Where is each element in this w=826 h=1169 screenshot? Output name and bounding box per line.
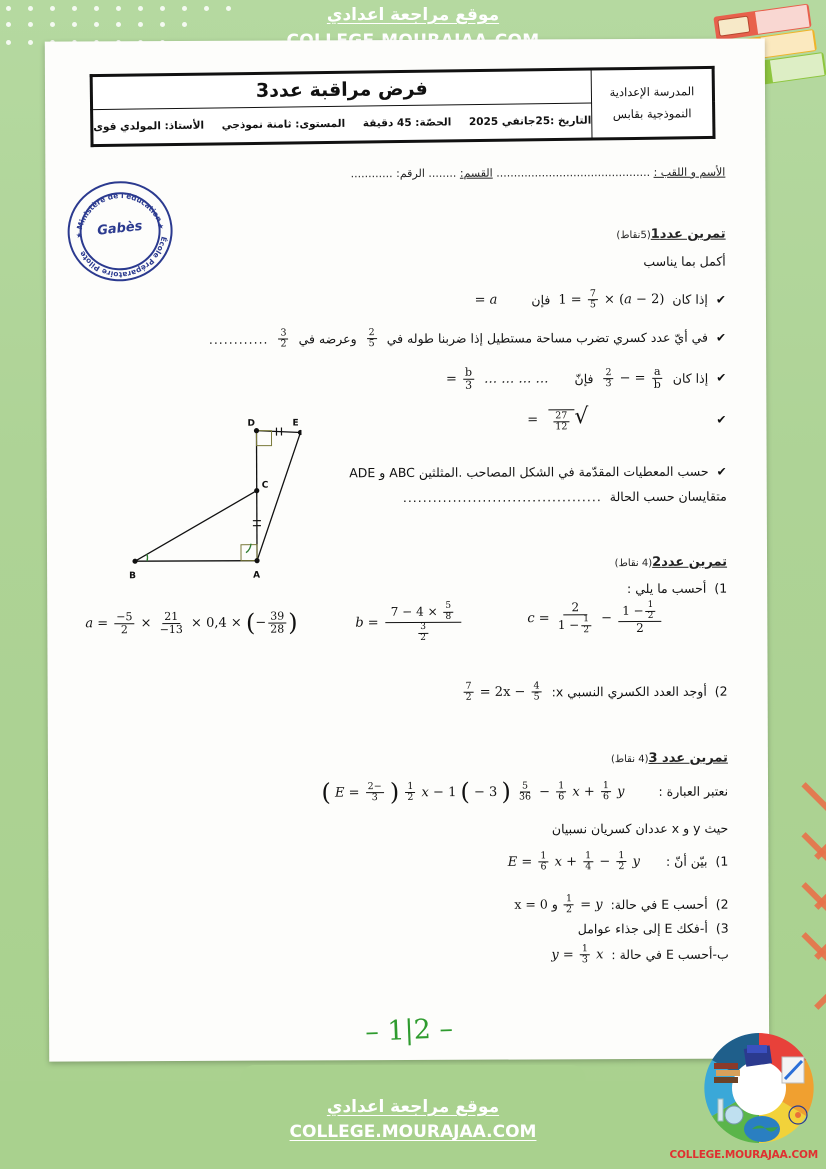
exam-teacher: الأستاذ: المولدي قوى — [93, 119, 205, 134]
ex2-q1-text: أحسب ما يلي : — [626, 580, 707, 597]
exam-title: فرض مراقبة عدد3 — [91, 69, 591, 110]
student-name-dots[interactable]: ............................................ — [496, 165, 651, 180]
figure-label-B: B — [129, 571, 137, 582]
ex2-expression-c: c = 2 1 − $\frac{1}{2}$ − 1 − $\frac{1}{2}$ 2 — [527, 601, 663, 636]
item3-connector: فإنّ — [574, 371, 594, 387]
item5-answer-dots[interactable]: ........................................ — [402, 489, 602, 506]
school-name-line2: النموذجية بقابس — [612, 105, 692, 121]
exercise-1-item-3 — [446, 366, 726, 392]
ex3-q3b-condition: y = $\frac{1}{3}$ x — [551, 943, 604, 966]
exercise-2-question-1 — [627, 581, 727, 596]
exam-level: المستوى: ثامنة نموذجي — [221, 117, 346, 132]
stamp-school-text: École Préparatoire Pilote — [77, 235, 169, 280]
figure-label-D: D — [247, 418, 255, 429]
exam-date: التاريخ :25جانفي 2025 — [468, 114, 592, 129]
exercise-3-expression-row — [321, 777, 729, 807]
item3-answer-expr: $\frac{b}{3}$ = — [445, 365, 473, 392]
stamp-ministry-text: Ministère de l'éducation — [74, 191, 164, 231]
ex3-expression: E = $\frac{-2}{3}$ ( $\frac{1}{2}$ x − 1 ) − 3 ( $\frac{5}{36}$ − $\frac{1}{6}$ x + $\frac{1}{6}$ y ) — [321, 777, 625, 807]
exercise-3-question-3a — [578, 921, 729, 937]
ex3-q2-number: 2) — [715, 896, 729, 912]
ex2-expression-b: b = 7 − 4 × $\frac{5}{8}$ $\frac{3}{2}$ — [355, 602, 463, 644]
svg-text:★: ★ — [75, 230, 83, 241]
figure-label-E: E — [292, 418, 299, 429]
exercise-1-item-5-line2 — [403, 489, 727, 505]
student-class-dots[interactable]: ........ — [428, 166, 457, 180]
checkmark-icon: ✔ — [716, 370, 727, 386]
item2-text-part1: في أيّ عدد كسري تضرب مساحة مستطيل إذا ضربنا طوله في — [386, 329, 709, 347]
item1-connector: فإن — [531, 292, 551, 308]
ex3-q3-number: 3) — [715, 920, 729, 936]
ex3-q2-condition: y = $\frac{1}{2}$ و x = 0 — [514, 893, 603, 916]
item5-line1: حسب المعطيات المقدّمة في الشكل المصاحب .المثلثين ABC و ADE — [349, 463, 709, 481]
corner-brand-url: COLLEGE.MOURAJAA.COM — [669, 1149, 818, 1161]
exercise-3-heading — [611, 751, 728, 767]
ex3-q1-number: 1) — [715, 853, 729, 869]
ex3-q3b-text: ب-أحسب E في حالة : — [611, 946, 729, 963]
ex3-q2-text: أحسب E في حالة: — [610, 896, 708, 913]
page-number-marker: – 1|2 – — [364, 1013, 454, 1048]
exercise-2-points: (4 نقاط) — [614, 557, 653, 570]
item3-prefix: إذا كان — [672, 370, 709, 386]
exercise-1-item-5 — [349, 464, 727, 481]
ex3-q1-text: بيّن أنّ : — [665, 853, 708, 870]
figure-label-A: A — [253, 570, 261, 581]
checkmark-icon: ✔ — [715, 292, 726, 307]
exercise-3-title: تمرين عدد 3 — [648, 750, 728, 766]
ex2-expression-a: a = $\frac{-5}{2}$ × $\frac{21}{-13}$ × 0,4 × (− $\frac{39}{28}$ ) — [85, 608, 298, 637]
exam-duration: الحصّة: 45 دقيقة — [362, 116, 452, 130]
top-banner-arabic-title: موقع مراجعة اعدادي — [326, 5, 500, 25]
item1-equation: (a − 2) × $\frac{7}{5}$ = 1 — [558, 288, 665, 311]
student-name-label: الأسم و اللقب : — [653, 165, 726, 179]
ex3-q3a-text: أ-فكك E إلى جذاء عوامل — [577, 920, 708, 937]
ex2-q2-equation: $\frac{4}{5}$ − 2x = $\frac{7}{2}$ — [465, 680, 540, 703]
ex3-intro: نعتبر العبارة : — [658, 783, 729, 800]
item3-answer-dots[interactable]: … … … … — [484, 371, 549, 387]
exercise-3-points: (4 نقاط) — [610, 753, 649, 766]
item4-equation[interactable]: √ $\frac{27}{12}$ = — [527, 404, 589, 433]
exercise-3-question-3b — [551, 944, 729, 966]
education-wheel-logo — [696, 1025, 822, 1151]
bottom-banner-arabic-title: موقع مراجعة اعدادي — [326, 1097, 500, 1117]
item1-answer-slot[interactable]: a = — [474, 292, 498, 308]
figure-label-C: C — [261, 480, 269, 491]
item5-line2: متقايسان حسب الحالة — [609, 488, 727, 505]
student-number-label: الرقم: — [396, 166, 425, 181]
ex3-q1-equation: E = $\frac{1}{6}$ x + $\frac{1}{4}$ − $\frac{1}{2}$ y — [507, 850, 640, 873]
exercise-2-heading — [615, 555, 727, 570]
exercise-1-item-2: ✔ في أيّ عدد كسري تضرب مساحة مستطيل إذا ضربنا طوله في $\frac{2}{5}$ وعرضه في $\frac{3}{2}$ ............ — [208, 327, 727, 350]
item3-equation: $\frac{a}{b}$ = − $\frac{2}{3}$ — [605, 364, 661, 391]
checkmark-icon: ✔ — [716, 464, 727, 479]
ex2-q1-number: 1) — [714, 580, 728, 596]
school-name-line1: المدرسة الإعدادية — [609, 83, 695, 99]
exercise-1-heading — [616, 227, 725, 242]
bottom-banner-url: COLLEGE.MOURAJAA.COM — [289, 1122, 537, 1142]
exercise-3-question-2 — [514, 894, 728, 916]
checkmark-icon: ✔ — [715, 330, 727, 345]
exercise-2-title: تمرين عدد2 — [652, 554, 728, 570]
ex3-condition: حيث y و x عددان كسريان نسبيان — [551, 820, 729, 837]
item1-prefix: إذا كان — [672, 291, 708, 308]
student-class-label: القسم: — [459, 166, 493, 180]
ex2-q2-number: 2) — [714, 683, 728, 699]
ex2-q2-text: أوجد العدد الكسري النسبي x: — [551, 683, 707, 700]
exercise-1-item-1 — [475, 289, 726, 312]
exercise-1-item-4 — [527, 404, 727, 433]
exercise-1-title: تمرين عدد1 — [650, 226, 726, 242]
item2-text-part2: وعرضه في — [298, 331, 357, 347]
exercise-1-points: (5نقاط) — [616, 229, 651, 242]
geometry-figure — [116, 412, 302, 593]
item2-answer-dots[interactable]: ............ — [208, 331, 269, 348]
student-number-dots[interactable]: ............ — [350, 167, 393, 181]
exam-paper — [45, 38, 769, 1061]
stamp-city-name: Gabès — [96, 218, 144, 239]
checkmark-icon: ✔ — [716, 412, 727, 427]
exercise-2-question-2 — [462, 681, 728, 704]
exercise-1-instruction: أكمل بما يناسب — [643, 253, 726, 269]
exercise-3-question-1 — [508, 851, 729, 873]
svg-text:★: ★ — [156, 221, 165, 232]
